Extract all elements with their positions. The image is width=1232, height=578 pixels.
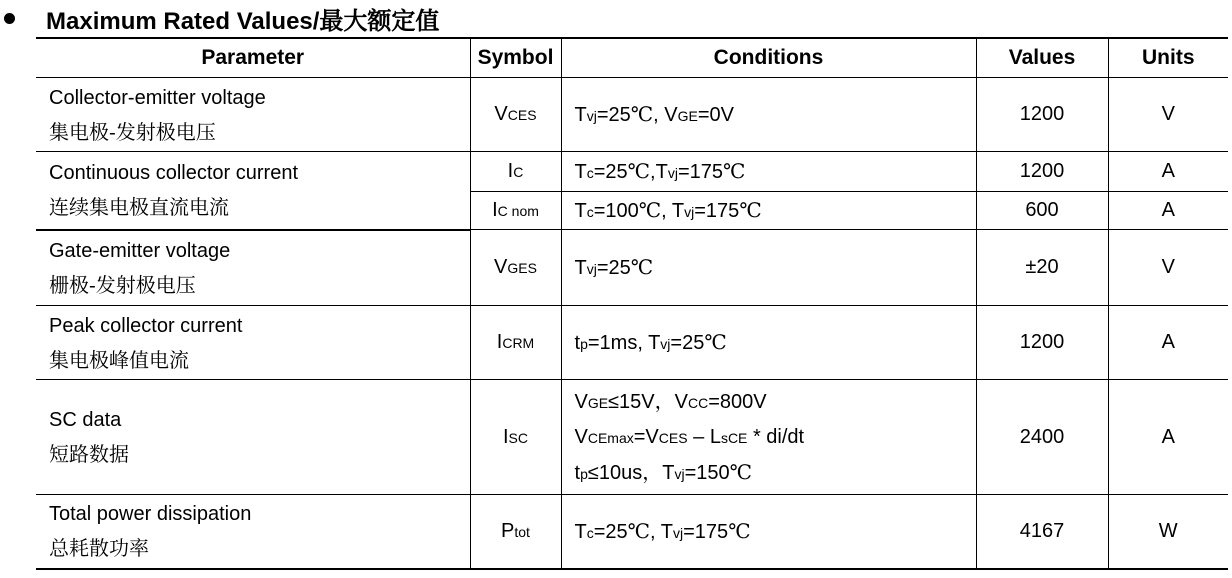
cond-text: =25 [593,520,628,543]
value-cell: 1200 [976,306,1108,380]
symbol-main: I [507,160,514,182]
degree-celsius: ℃ [638,198,662,222]
symbol-main: I [492,199,498,221]
symbol-cell [470,152,561,192]
degree-celsius: ℃ [704,330,727,354]
symbol-main: I [502,425,509,448]
table-row [36,306,1228,380]
header-row [36,38,1228,78]
cond-text: , T [650,520,673,543]
conditions-cell [561,152,976,192]
value-cell: 1200 [976,152,1108,192]
degree-celsius: ℃ [728,518,751,543]
cond-text: , V [653,104,678,126]
conditions-cell [561,192,976,230]
cond-sub: vj [660,336,671,352]
symbol-main: I [496,331,503,353]
section-heading [0,0,439,36]
cond-text: =800V [708,390,767,413]
symbol-sub: CES [507,107,537,123]
cond-text: V [574,390,588,413]
symbol-cell [470,306,561,380]
symbol-sub: C [513,164,524,180]
degree-celsius: ℃ [630,255,654,279]
conditions-cell [561,495,976,569]
conditions-cell [561,380,976,495]
value-cell: 2400 [976,380,1108,495]
cond-sub: CES [658,429,688,446]
degree-celsius: ℃ [627,518,651,543]
value-cell: 1200 [976,78,1108,152]
symbol-sub: CRM [502,335,535,351]
conditions-cell [561,306,976,380]
parameter-cn: 连续集电极直流电流 [49,195,229,220]
cond-line-3 [575,455,976,491]
cond-text: =V [633,425,659,448]
degree-celsius: ℃ [729,459,752,484]
cond-text: =175 [694,200,740,222]
value-cell: ±20 [976,230,1108,306]
cond-text: ,T [650,161,668,183]
cond-text: T [574,161,587,183]
unit-cell: A [1108,380,1228,495]
unit-cell: A [1108,306,1228,380]
cond-sub: GE [587,394,609,411]
header-units: Units [1108,38,1228,78]
unit-cell: V [1108,78,1228,152]
cond-line-2 [575,420,976,455]
cond-text: =175 [677,161,723,183]
cond-text: =100 [593,200,639,222]
table-row [36,152,1228,192]
cond-text: – L [687,425,721,448]
cond-sub: vj [667,165,678,181]
symbol-cell [470,192,561,230]
header-parameter: Parameter [36,38,470,78]
parameter-en: Peak collector current [49,314,243,337]
table-row [36,78,1228,152]
parameter-en: Continuous collector current [49,162,299,185]
cond-text: T [574,104,587,126]
symbol-sub: tot [514,523,530,540]
parameter-cell [36,152,470,230]
parameter-cn: 集电极峰值电流 [49,347,189,372]
degree-celsius: ℃ [627,159,651,183]
degree-celsius: ℃ [630,102,654,126]
symbol-sub: SC [508,429,528,446]
cond-text: =25 [596,257,631,279]
parameter-cell [36,230,470,306]
cond-text: t [574,461,581,484]
cond-sub: sCE [720,429,748,446]
cond-sub: vj [684,204,695,220]
cond-text: V [674,390,688,413]
cond-sub: p [580,336,588,352]
cond-text: T [574,257,587,279]
symbol-main: V [494,256,508,278]
cond-sub: p [580,465,588,482]
cond-text: T [574,200,587,222]
parameter-en: Collector-emitter voltage [49,86,266,109]
parameter-cn: 短路数据 [49,442,129,466]
symbol-sub: GES [507,260,537,276]
cond-text: =25 [596,104,631,126]
parameter-cell [36,78,470,152]
symbol-cell [470,380,561,495]
cond-sub: vj [586,261,597,277]
cond-comma: ， [642,459,663,484]
header-values: Values [976,38,1108,78]
cond-text: T [662,461,675,484]
parameter-en: Total power dissipation [49,503,252,526]
parameter-cell [36,495,470,569]
symbol-main: P [501,519,515,542]
value-cell: 4167 [976,495,1108,569]
cond-text: ≤15V [608,390,655,413]
cond-line-1 [575,384,976,420]
cond-text: =175 [683,520,729,543]
cond-text: T [574,520,587,543]
parameter-cn: 栅极-发射极电压 [49,272,196,297]
table-row [36,380,1228,495]
header-conditions: Conditions [561,38,976,78]
cond-sub: vj [673,524,684,541]
header-symbol: Symbol [470,38,561,78]
cond-text: , T [661,200,685,222]
cond-sub: CC [687,394,709,411]
parameter-en: Gate-emitter voltage [49,239,231,262]
symbol-cell [470,495,561,569]
bullet-icon [4,13,15,24]
symbol-sub: C nom [497,203,539,219]
value-cell: 600 [976,192,1108,230]
degree-celsius: ℃ [739,198,762,222]
cond-sub: GE [677,108,698,124]
cond-text: t [574,332,581,354]
parameter-cell [36,306,470,380]
symbol-main: V [494,103,508,125]
cond-text: ≤10us [587,461,643,484]
cond-text: V [574,425,588,448]
cond-text: =25 [593,161,628,183]
conditions-cell [561,78,976,152]
table-row [36,230,1228,306]
degree-celsius: ℃ [723,159,746,183]
cond-text: * di/dt [747,425,805,448]
cond-text: =0V [697,104,734,126]
cond-sub: vj [586,108,597,124]
cond-text: =25 [670,332,705,354]
section-title: Maximum Rated Values/最大额定值 [46,7,440,35]
unit-cell: W [1108,495,1228,569]
unit-cell: V [1108,230,1228,306]
cond-text: =150 [684,461,730,484]
unit-cell: A [1108,152,1228,192]
cond-sub: c [586,524,594,541]
cond-sub: CEmax [587,429,634,446]
cond-comma: ， [654,388,675,413]
parameter-cell [36,380,470,495]
symbol-cell [470,78,561,152]
cond-text: =1ms, T [587,332,661,354]
symbol-cell [470,230,561,306]
parameter-cn: 总耗散功率 [49,536,149,561]
cond-sub: c [586,204,594,220]
table-row [36,495,1228,569]
parameter-cn: 集电极-发射极电压 [49,119,216,144]
conditions-cell [561,230,976,306]
cond-sub: c [586,165,594,181]
cond-sub: vj [674,465,685,482]
parameter-en: SC data [49,409,122,431]
max-rated-values-table [36,37,1228,570]
unit-cell: A [1108,192,1228,230]
